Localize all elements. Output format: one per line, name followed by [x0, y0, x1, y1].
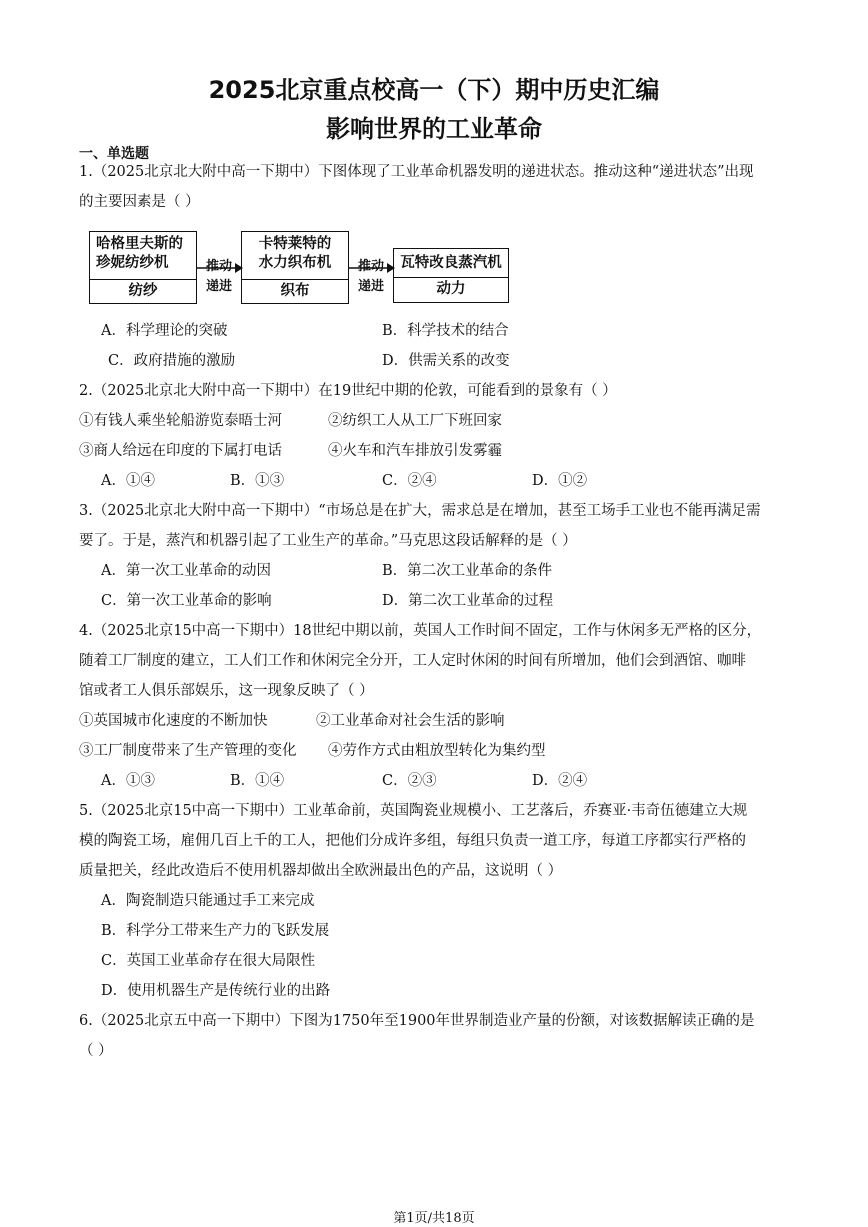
q4-statement-1: ①英国城市化速度的不断加快 [79, 713, 268, 729]
diagram-arrow-2-label: 推动 递进 [357, 259, 384, 294]
q4-statement-4: ④劳作方式由粗放型转化为集约型 [328, 743, 546, 759]
q5-stem-line1: 5.（2025北京15中高一下期中）工业革命前，英国陶瓷业规模小、工艺落后，乔赛亚·韦奇伍德建立大规 [79, 803, 748, 819]
diagram-box-waterframe [241, 231, 349, 304]
q3-stem-line1: 3.（2025北京北大附中高一下期中）“市场总是在扩大，需求总是在增加，甚至工场手工业也不能再满足需 [79, 503, 761, 519]
q4-stem-line1: 4.（2025北京15中高一下期中）18世纪中期以前，英国人工作时间不固定，工作与休闲多无严格的区分， [79, 623, 762, 639]
q2-option-a: A．①④ [101, 473, 155, 489]
q1-stem-line1: 1.（2025北京北大附中高一下期中）下图体现了工业革命机器发明的递进状态。推动这种“递进状态”出现 [79, 164, 754, 180]
q4-statement-3: ③工厂制度带来了生产管理的变化 [79, 743, 297, 759]
q3-option-d: D．第二次工业革命的过程 [382, 593, 554, 609]
q3-stem-line2: 要了。于是，蒸汽和机器引起了工业生产的革命。”马克思这段话解释的是（ ） [79, 533, 577, 549]
q2-statement-2: ②纺织工人从工厂下班回家 [328, 413, 502, 429]
q3-option-a: A．第一次工业革命的动因 [101, 563, 271, 579]
q1-option-b: B．科学技术的结合 [382, 323, 509, 339]
q5-option-b: B．科学分工带来生产力的飞跃发展 [101, 923, 330, 939]
q2-option-d: D．①② [532, 473, 588, 489]
q5-option-c: C．英国工业革命存在很大局限性 [101, 953, 316, 969]
q2-statement-3: ③商人给远在印度的下属打电话 [79, 443, 282, 459]
diagram-box-jenny [89, 231, 197, 304]
diagram-box-steamengine [393, 248, 509, 303]
q6-stem-line2: （ ） [79, 1043, 113, 1059]
diagram-arrow-1-label: 推动 递进 [205, 259, 232, 294]
q6-stem-line1: 6.（2025北京五中高一下期中）下图为1750年至1900年世界制造业产量的份额，对该数据解读正确的是 [79, 1013, 755, 1029]
q5-stem-line2: 模的陶瓷工场，雇佣几百上千的工人，把他们分成许多组，每组只负责一道工序，每道工序都实行严格的 [79, 833, 746, 849]
diagram-box-steamengine-label: 动力 [436, 281, 466, 297]
q4-stem-line2: 随着工厂制度的建立，工人们工作和休闲完全分开，工人定时休闲的时间有所增加，他们会到酒馆、咖啡 [79, 653, 746, 669]
diagram-box-jenny-label: 纺纱 [128, 283, 158, 299]
q1-stem-line2: 的主要因素是（ ） [79, 194, 200, 210]
document-subtitle: 影响世界的工业革命 [326, 115, 542, 143]
q3-option-c: C．第一次工业革命的影响 [101, 593, 272, 609]
q4-statement-2: ②工业革命对社会生活的影响 [316, 713, 505, 729]
diagram-box-waterframe-title: 卡特莱特的 水力织布机 [242, 232, 348, 280]
page-footer: 第1页/共18页 [393, 1211, 475, 1226]
q4-stem-line3: 馆或者工人俱乐部娱乐，这一现象反映了（ ） [79, 683, 374, 699]
q1-option-a: A．科学理论的突破 [101, 323, 228, 339]
q3-option-b: B．第二次工业革命的条件 [382, 563, 553, 579]
q4-option-c: C．②③ [382, 773, 437, 789]
q2-stem-line1: 2.（2025北京北大附中高一下期中）在19世纪中期的伦敦，可能看到的景象有（ ） [79, 383, 617, 399]
q1-option-c: C．政府措施的激励 [108, 353, 236, 369]
q5-option-d: D．使用机器生产是传统行业的出路 [101, 983, 331, 999]
q4-option-b: B．①④ [230, 773, 285, 789]
q2-option-b: B．①③ [230, 473, 285, 489]
q4-option-a: A．①③ [101, 773, 155, 789]
document-title: 2025北京重点校高一（下）期中历史汇编 [208, 76, 660, 104]
diagram-box-steamengine-title: 瓦特改良蒸汽机 [394, 249, 508, 278]
diagram-box-waterframe-label: 织布 [280, 283, 310, 299]
q5-option-a: A．陶瓷制造只能通过手工来完成 [101, 893, 315, 909]
diagram-box-jenny-title: 哈格里夫斯的 珍妮纺纱机 [90, 232, 196, 280]
q2-statement-4: ④火车和汽车排放引发雾霾 [328, 443, 502, 459]
section-heading: 一、单选题 [79, 146, 149, 162]
q2-option-c: C．②④ [382, 473, 437, 489]
q2-statement-1: ①有钱人乘坐轮船游览泰晤士河 [79, 413, 282, 429]
q4-option-d: D．②④ [532, 773, 588, 789]
q5-stem-line3: 质量把关，经此改造后不使用机器却做出全欧洲最出色的产品，这说明（ ） [79, 863, 563, 879]
q1-option-d: D．供需关系的改变 [382, 353, 510, 369]
